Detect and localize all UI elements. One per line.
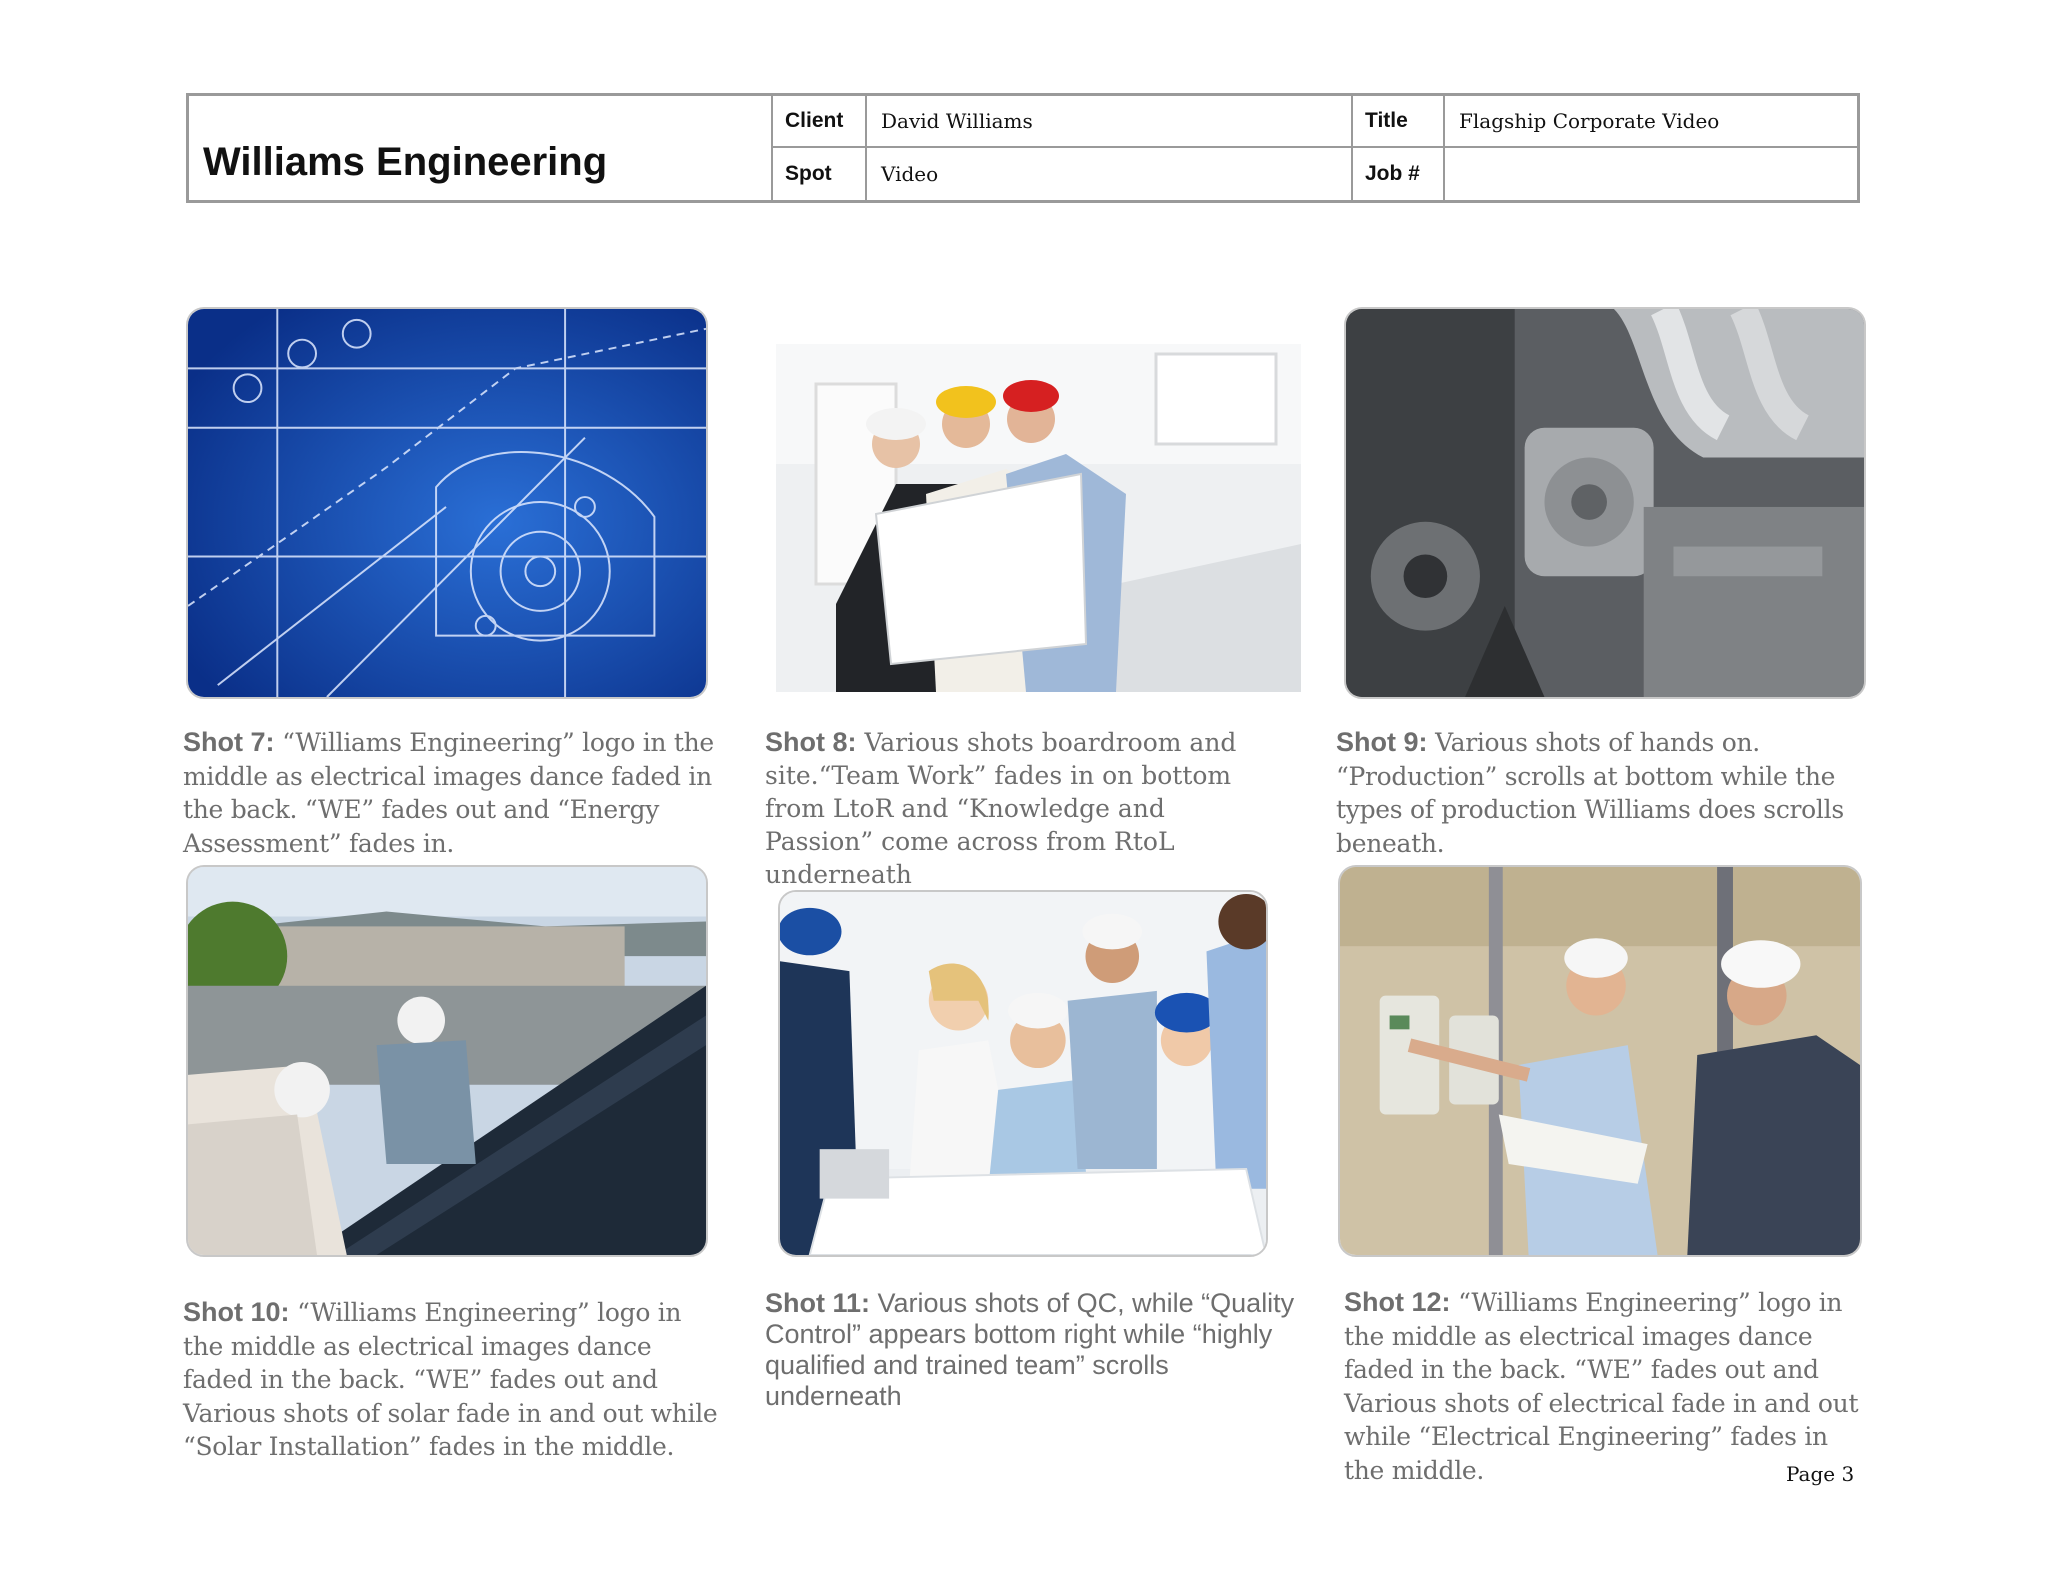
title-value: Flagship Corporate Video [1443,96,1857,148]
shot-9-label: Shot 9: [1336,727,1428,757]
spot-label: Spot [771,148,865,200]
shot-10-text: “Williams Engineering” logo in the middle as electrical images dance faded in the back. “WE” fades out and Various shots of solar fade in and out while “Solar Installation” fades in the middle. [183,1298,718,1462]
shot-8-label: Shot 8: [765,727,857,757]
shot-8-image [776,344,1301,692]
engineers-with-plans [776,344,1301,692]
client-label: Client [771,96,865,148]
shot-7-text: “Williams Engineering” logo in the middle as electrical images dance faded in the back. “WE” fades out and “Energy Assessment” fades in. [183,728,714,858]
shot-9-image [1344,307,1866,699]
page-number: Page 3 [1786,1462,1855,1486]
client-value: David Williams [865,96,1351,148]
shot-10-label: Shot 10: [183,1297,290,1327]
shot-10-image [186,865,708,1257]
shot-12-caption [1344,1286,1864,1488]
shot-12-image [1338,865,1862,1257]
shot-9-caption [1336,726,1876,860]
company-name: Williams Engineering [203,139,608,184]
title-label: Title [1351,96,1443,148]
engine-closeup [1346,309,1864,697]
spot-value: Video [865,148,1351,200]
shot-7-label: Shot 7: [183,727,275,757]
shot-11-image [778,890,1268,1257]
shot-11-caption [765,1288,1295,1412]
electrical-inspection [1340,867,1860,1255]
job-label: Job # [1351,148,1443,200]
header-table [186,93,1860,203]
shot-8-caption [765,726,1275,891]
shot-8-text: Various shots boardroom and site.“Team Work” fades in on bottom from LtoR and “Knowledge and Passion” come across from RtoL underneath [765,728,1237,889]
team-meeting [780,892,1266,1255]
shot-7-caption [183,726,718,860]
shot-9-text: Various shots of hands on. “Production” scrolls at bottom while the types of production Williams does scrolls beneath. [1336,728,1844,858]
shot-11-label: Shot 11: [765,1288,871,1318]
shot-11-text: Various shots of QC, while “Quality Control” appears bottom right while “highly qualified and trained team” scrolls underneath [765,1288,1295,1411]
job-value [1443,148,1857,200]
solar-installation [188,867,706,1255]
shot-12-text: “Williams Engineering” logo in the middle as electrical images dance faded in the back. “WE” fades out and Various shots of electrical fade in and out while “Electrical Engineering” fades in the middle. [1344,1288,1859,1485]
shot-7-image [186,307,708,699]
blueprint-drawing [188,309,706,697]
shot-10-caption [183,1296,718,1464]
shot-12-label: Shot 12: [1344,1287,1451,1317]
